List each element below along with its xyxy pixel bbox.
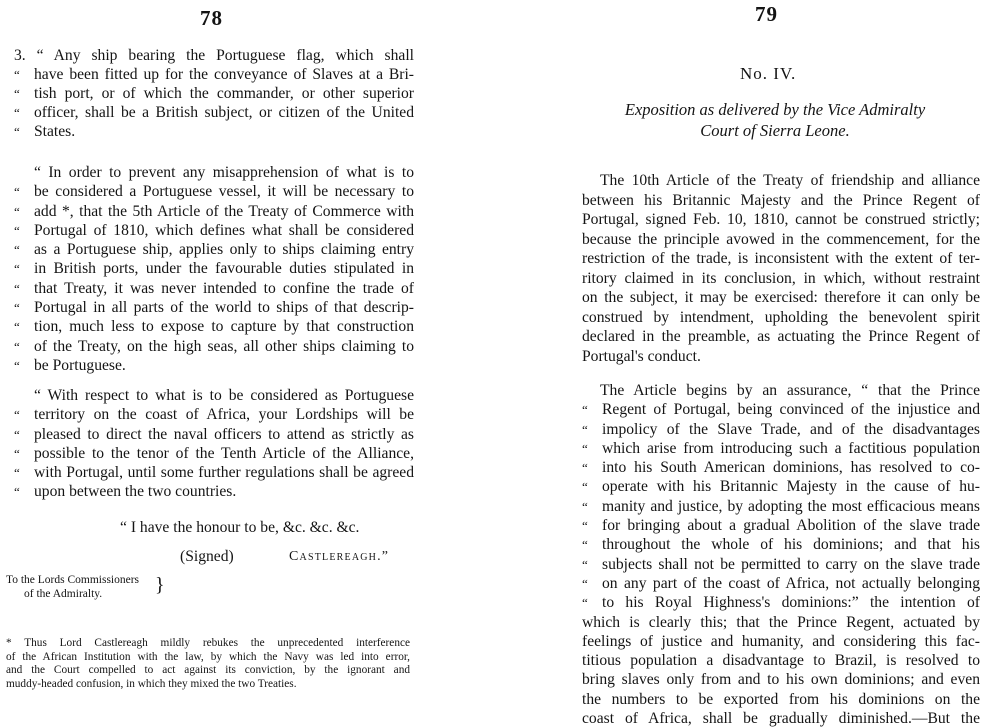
footnote-line: * Thus Lord Castlereagh mildly rebukes the unprecedented interference xyxy=(6,637,410,649)
quote-mark: “ xyxy=(582,575,588,591)
text-line: “ States. xyxy=(14,123,76,141)
text-line: ritory claimed in its conclusion, in which, without restraint xyxy=(582,269,980,287)
quote-mark: “ xyxy=(14,338,20,354)
right-paragraph-2 xyxy=(582,381,980,728)
text-line: “ on any part of the coast of Africa, not actually belonging xyxy=(582,574,980,592)
quote-mark: “ xyxy=(14,280,20,296)
text-line: “ for bringing about a gradual Abolition of the slave trade xyxy=(582,517,980,535)
text-line: “ manity and justice, by adopting the most efficacious means xyxy=(582,497,980,515)
quote-mark: “ xyxy=(582,402,588,418)
text-line: “ With respect to what is to be considered as Portuguese xyxy=(34,387,414,404)
text-line: “ be Portuguese. xyxy=(14,356,126,374)
left-page xyxy=(0,0,492,727)
left-paragraph-3 xyxy=(14,386,414,502)
quote-mark: “ xyxy=(582,595,588,611)
text-line: 3. “ Any ship bearing the Portuguese flag, which shall xyxy=(14,47,414,64)
right-page-number: 79 xyxy=(755,2,778,26)
quote-mark: “ xyxy=(14,222,20,238)
subtitle-line: Court of Sierra Leone. xyxy=(700,121,850,140)
left-paragraph-1 xyxy=(14,46,414,141)
quote-mark: “ xyxy=(582,518,588,534)
text-line: “ possible to the tenor of the Tenth Article of the Alliance, xyxy=(14,444,414,462)
text-line: “ be considered a Portuguese vessel, it will be necessary to xyxy=(14,183,414,201)
text-line: The Article begins by an assurance, “ that the Prince xyxy=(600,382,980,399)
text-line: “ operate with his Britannic Majesty in the cause of hu- xyxy=(582,478,980,496)
quote-mark: “ xyxy=(14,445,20,461)
quote-mark: “ xyxy=(14,203,20,219)
text-line: “ as a Portuguese ship, applies only to ships claiming entry xyxy=(14,241,414,259)
quote-mark: “ xyxy=(582,479,588,495)
text-line: bring slaves only from and to his own dominions; and even xyxy=(582,671,980,689)
quote-mark: “ xyxy=(582,460,588,476)
text-line: declared in the preamble, as actuating the Prince Regent of xyxy=(582,328,980,345)
text-line: “ Regent of Portugal, being convinced of the injustice and xyxy=(582,401,980,419)
addressee xyxy=(6,573,139,601)
quote-mark: “ xyxy=(582,421,588,437)
quote-mark: “ xyxy=(14,105,20,121)
quote-mark: “ xyxy=(14,319,20,335)
text-line: the numbers to be exported from his dominions on the xyxy=(582,690,980,708)
signed-label: (Signed) xyxy=(180,548,234,565)
quote-mark: “ xyxy=(14,357,20,373)
quote-mark: “ xyxy=(582,537,588,553)
text-line: “ in British ports, under the favourable duties stipulated in xyxy=(14,260,414,278)
text-line: “ of the Treaty, on the high seas, all other ships claiming to xyxy=(14,337,414,355)
text-line: “ tish port, or of which the commander, or other superior xyxy=(14,85,414,103)
footnote xyxy=(6,637,410,691)
text-line: “ have been fitted up for the conveyance of Slaves at a Bri- xyxy=(14,66,414,84)
section-heading: No. IV. xyxy=(740,64,797,83)
footnote-line: and the Court compelled to act against its conviction, by the ignorant and xyxy=(6,664,410,676)
quote-mark: “ xyxy=(14,300,20,316)
quote-mark: “ xyxy=(14,67,20,83)
text-line: restriction of the trade, is inconsistent with the extent of ter- xyxy=(582,250,980,267)
text-line: “ throughout the whole of his dominions; and that his xyxy=(582,536,980,554)
quote-mark: “ xyxy=(14,261,20,277)
quote-mark: “ xyxy=(14,484,20,500)
quote-mark: “ xyxy=(14,426,20,442)
text-line: “ Portugal of 1810, which defines what shall be considered xyxy=(14,221,414,239)
text-line: “ Portugal in all parts of the world to ships of that descrip- xyxy=(14,299,414,317)
text-line: Portugal's conduct. xyxy=(582,347,701,365)
addressee-line: To the Lords Commissioners xyxy=(6,574,140,586)
addressee-line: of the Admiralty. xyxy=(24,588,103,600)
text-line: The 10th Article of the Treaty of friendship and alliance xyxy=(600,172,980,189)
text-line: “ tion, much less to expose to capture by that construction xyxy=(14,318,414,336)
text-line: between his Britannic Majesty and the Prince Regent of xyxy=(582,191,980,209)
left-paragraph-2 xyxy=(14,163,414,375)
quote-mark: “ xyxy=(582,440,588,456)
text-line: “ In order to prevent any misapprehension of what is to xyxy=(34,164,414,181)
signature-name: Castlereagh.” xyxy=(289,549,390,564)
text-line: which is clearly this; that the Prince Regent, actuated by xyxy=(582,613,980,631)
text-line: “ impolicy of the Slave Trade, and of the disadvantages xyxy=(582,420,980,438)
left-page-number: 78 xyxy=(200,6,223,30)
text-line: “ upon between the two countries. xyxy=(14,483,237,501)
text-line: “ add *, that the 5th Article of the Treaty of Commerce with xyxy=(14,202,414,220)
right-page xyxy=(500,0,1000,727)
brace-mark: } xyxy=(155,574,165,596)
text-line: “ to his Royal Highness's dominions:” the intention of xyxy=(582,594,980,612)
quote-mark: “ xyxy=(582,556,588,572)
text-line: Portugal, signed Feb. 10, 1810, cannot be construed strictly; xyxy=(582,211,980,228)
section-subtitle xyxy=(582,99,968,141)
footnote-line: of the African Institution with the law, by which the Navy was led into error, xyxy=(6,650,410,663)
quote-mark: “ xyxy=(14,465,20,481)
text-line: “ pleased to direct the naval officers to attend as strictly as xyxy=(14,425,414,443)
quote-mark: “ xyxy=(14,407,20,423)
quote-mark: “ xyxy=(582,498,588,514)
quote-mark: “ xyxy=(14,86,20,102)
text-line: “ officer, shall be a British subject, or citizen of the United xyxy=(14,104,414,122)
text-line: “ into his South American dominions, has resolved to co- xyxy=(582,459,980,477)
text-line: titious population a disadvantage to Brazil, is resolved to xyxy=(582,652,980,670)
text-line: “ with Portugal, until some further regulations shall be agreed xyxy=(14,464,414,482)
text-line: because the principle avowed in the commencement, for the xyxy=(582,230,980,248)
text-line: feelings of justice and humanity, and considering this fac- xyxy=(582,632,980,650)
footnote-line: muddy-headed confusion, in which they mixed the two Treaties. xyxy=(6,677,297,690)
quote-mark: “ xyxy=(14,124,20,140)
text-line: construed by intendment, upholding the benevolent spirit xyxy=(582,308,980,326)
text-line: “ subjects shall not be permitted to carry on the slave trade xyxy=(582,555,980,573)
letter-closing: “ I have the honour to be, &c. &c. &c. xyxy=(120,519,360,536)
quote-mark: “ xyxy=(14,242,20,258)
text-line: “ which arise from introducing such a factitious population xyxy=(582,439,980,457)
text-line: “ that Treaty, it was never intended to confine the trade of xyxy=(14,279,414,297)
right-paragraph-1 xyxy=(582,171,980,366)
text-line: coast of Africa, shall be gradually diminished.—But the xyxy=(582,710,980,728)
quote-mark: “ xyxy=(14,184,20,200)
text-line: on the subject, it may be exercised: therefore it can only be xyxy=(582,289,980,306)
text-line: “ territory on the coast of Africa, your Lordships will be xyxy=(14,406,414,424)
subtitle-line: Exposition as delivered by the Vice Admiralty xyxy=(624,100,926,119)
